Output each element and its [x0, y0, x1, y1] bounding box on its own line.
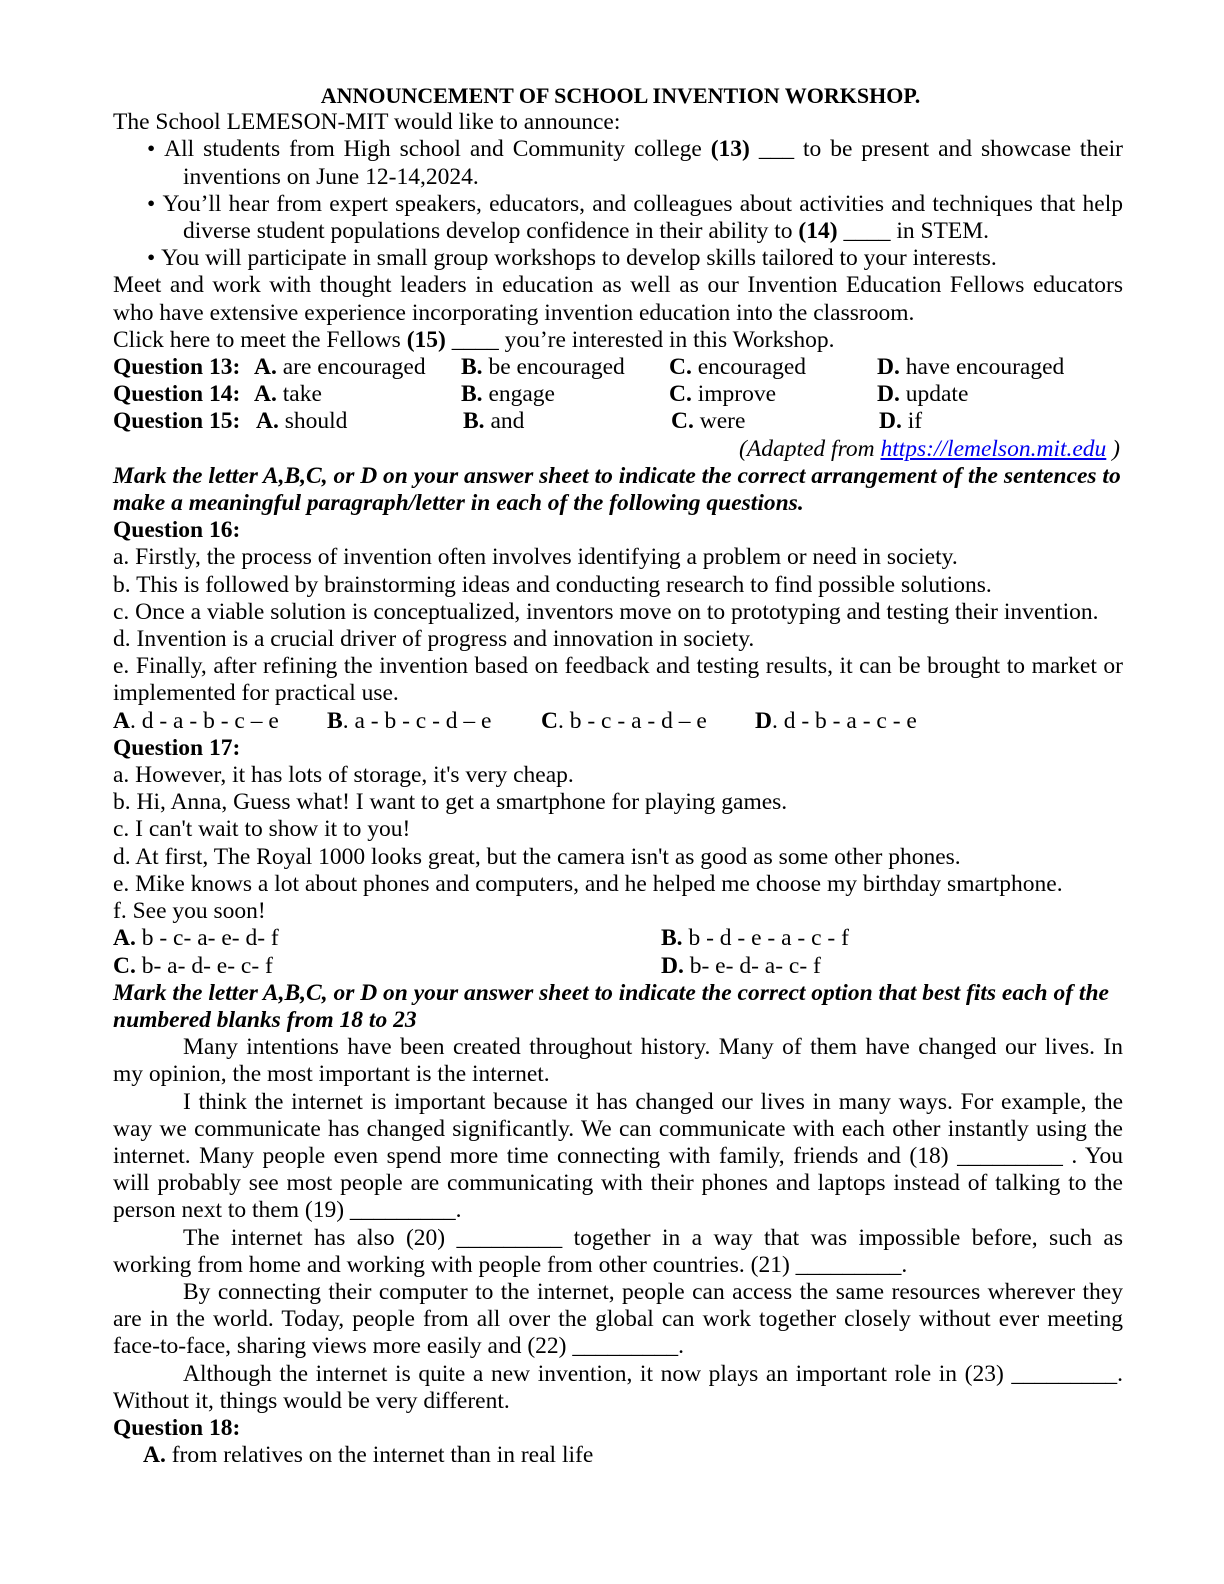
sentence-item: a. However, it has lots of storage, it's very cheap.	[113, 762, 574, 789]
option-c[interactable]: C. encouraged	[669, 354, 807, 381]
option-c[interactable]: C. improve	[669, 381, 777, 408]
passage-paragraph: Many intentions have been created throughout history. Many of them have changed our lives. In my opinion, the most important is the internet.	[113, 1034, 1123, 1088]
question-15-row	[113, 408, 1123, 435]
option-a[interactable]: A. d - a - b - c – e	[113, 707, 279, 734]
question-18-heading: Question 18:	[113, 1414, 241, 1441]
meet-paragraph: Meet and work with thought leaders in education as well as our Invention Education Fellows educators who have extensive experience incorporating invention education into the classroom.	[113, 272, 1123, 326]
sentence-item: c. I can't wait to show it to you!	[113, 816, 411, 843]
option-d[interactable]: D. have encouraged	[877, 354, 1065, 381]
sentence-item: e. Mike knows a lot about phones and computers, and he helped me choose my birthday smartphone.	[113, 870, 1063, 897]
source-citation: (Adapted from https://lemelson.mit.edu )	[739, 435, 1120, 462]
sentence-item: a. Firstly, the process of invention often involves identifying a problem or need in society.	[113, 544, 958, 571]
sentence-item: e. Finally, after refining the invention based on feedback and testing results, it can be brought to market or implemented for practical use.	[113, 653, 1123, 707]
page-title: ANNOUNCEMENT OF SCHOOL INVENTION WORKSHOP.	[320, 83, 921, 108]
option-b[interactable]: B. a - b - c - d – e	[327, 707, 492, 734]
passage-paragraph: By connecting their computer to the internet, people can access the same resources wherever they are in the world. Today, people from all over the global can work together closely without ever meeting face-to-face, sharing views more easily and (22) _________.	[113, 1278, 1123, 1360]
sentence-item: d. At first, The Royal 1000 looks great, but the camera isn't as good as some other phones.	[113, 843, 961, 870]
option-d[interactable]: D. b- e- d- a- c- f	[661, 952, 821, 979]
sentence-item: b. This is followed by brainstorming ideas and conducting research to find possible solutions.	[113, 571, 992, 598]
option-b[interactable]: B. b - d - e - a - c - f	[661, 925, 849, 952]
option-b[interactable]: B. be encouraged	[461, 354, 625, 381]
question-17-answers-row2	[113, 953, 1123, 980]
click-line: Click here to meet the Fellows (15) ____ you’re interested in this Workshop.	[113, 326, 835, 353]
question-label: Question 13:	[113, 354, 241, 381]
option-c[interactable]: C. b - c - a - d – e	[541, 707, 707, 734]
question-label: Question 14:	[113, 381, 241, 408]
instruction-arrange: Mark the letter A,B,C, or D on your answer sheet to indicate the correct arrangement of the sentences to make a meaningful paragraph/letter in each of the following questions.	[113, 462, 1121, 517]
question-17-answers-row1	[113, 925, 1123, 952]
instruction-blanks: Mark the letter A,B,C, or D on your answer sheet to indicate the correct option that best fits each of the numbered blanks from 18 to 23	[113, 979, 1109, 1033]
option-a[interactable]: A. b - c- a- e- d- f	[113, 925, 279, 952]
bullet-item: • You will participate in small group workshops to develop skills tailored to your interests.	[147, 245, 997, 272]
question-16-heading: Question 16:	[113, 517, 241, 544]
question-label: Question 15:	[113, 408, 241, 435]
intro-text: The School LEMESON-MIT would like to announce:	[113, 109, 621, 136]
option-c[interactable]: C. b- a- d- e- c- f	[113, 952, 273, 979]
passage-paragraph: I think the internet is important because it has changed our lives in many ways. For example, the way we communicate has changed significantly. We can communicate with each other instantly using the internet. Many people even spend more time connecting with family, friends and (18) _________ . You will probably see most people are communicating with their phones and laptops instead of talking to the person next to them (19) _________.	[113, 1088, 1123, 1224]
option-a[interactable]: A. take	[254, 381, 322, 408]
option-a[interactable]: A. are encouraged	[254, 354, 426, 381]
question-14-row	[113, 381, 1123, 408]
sentence-item: c. Once a viable solution is conceptualized, inventors move on to prototyping and testing their invention.	[113, 598, 1099, 625]
option-d[interactable]: D. d - b - a - c - e	[755, 707, 917, 734]
exam-page	[113, 82, 1123, 1469]
question-13-row	[113, 354, 1123, 381]
option-b[interactable]: B. and	[463, 408, 525, 435]
sentence-item: f. See you soon!	[113, 898, 266, 925]
option-a[interactable]: A. from relatives on the internet than in real life	[143, 1442, 594, 1469]
option-c[interactable]: C. were	[671, 408, 746, 435]
sentence-item: b. Hi, Anna, Guess what! I want to get a smartphone for playing games.	[113, 789, 788, 816]
sentence-item: d. Invention is a crucial driver of progress and innovation in society.	[113, 626, 755, 653]
question-17-heading: Question 17:	[113, 734, 241, 761]
question-16-answers	[113, 708, 1123, 735]
option-d[interactable]: D. update	[877, 381, 969, 408]
source-link[interactable]: https://lemelson.mit.edu	[880, 435, 1107, 462]
bullet-item: • You’ll hear from expert speakers, educators, and colleagues about activities and techniques that help diverse student populations develop confidence in their ability to (14) ____ in STEM.	[147, 190, 1123, 245]
option-b[interactable]: B. engage	[461, 381, 555, 408]
passage-paragraph: Although the internet is quite a new invention, it now plays an important role in (23) _________. Without it, things would be very different.	[113, 1360, 1123, 1414]
passage-paragraph: The internet has also (20) _________ together in a way that was impossible before, such as working from home and working with people from other countries. (21) _________.	[113, 1224, 1123, 1278]
option-a[interactable]: A. should	[256, 408, 348, 435]
bullet-item: • All students from High school and Community college (13) ___ to be present and showcase their inventions on June 12-14,2024.	[147, 136, 1123, 190]
option-d[interactable]: D. if	[879, 408, 923, 435]
